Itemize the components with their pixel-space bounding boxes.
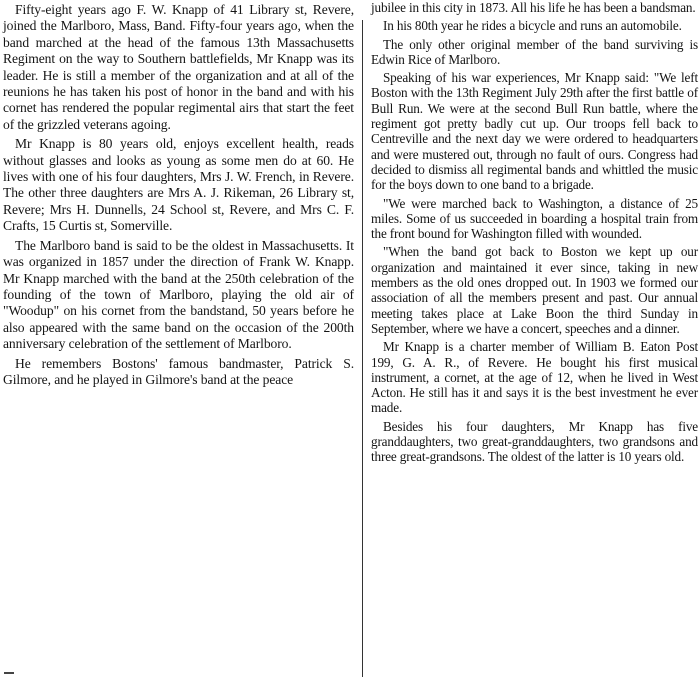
- paragraph-jubilee: jubilee in this city in 1873. All his life he has been a bandsman.: [371, 0, 696, 15]
- paragraph-washington: "We were marched back to Washington, a distance of 25 miles. Some of us succeeded in boarding a hospital train from the front bound for Washington filled with wounded.: [371, 195, 698, 242]
- article-right-column: [363, 0, 700, 468]
- paragraph-family: Besides his four daughters, Mr Knapp has five granddaughters, two great-granddaughters, two grandsons and three great-grandsons. The oldest of the latter is 10 years old.: [371, 418, 698, 465]
- end-rule: [4, 672, 14, 674]
- paragraph-bicycle: In his 80th year he rides a bicycle and runs an automobile.: [383, 18, 682, 34]
- paragraph-gar-member: Mr Knapp is a charter member of William B. Eaton Post 199, G. A. R., of Revere. He bought his first musical instrument, a cornet, at the age of 12, when he lived in West Acton. He still has it and says it is the best investment he ever made.: [371, 339, 698, 416]
- paragraph-band-history: The Marlboro band is said to be the oldest in Massachusetts. It was organized in 1857 under the direction of Frank W. Knapp. Mr Knapp marched with the band at the 250th celebration of the founding of the town of Marlboro, playing the old air of "Woodup" on his cornet from the bandstand, 50 years before he also appeared with the same band on the occasion of the 200th anniversary celebration of the settlement of Marlboro.: [3, 237, 354, 352]
- paragraph-gilmore: He remembers Bostons' famous bandmaster, Patrick S. Gilmore, and he played in Gilmore's band at the peace: [3, 355, 354, 387]
- article-left-column: [0, 0, 362, 391]
- paragraph-other-member: The only other original member of the band surviving is Edwin Rice of Marlboro.: [371, 36, 698, 67]
- paragraph-war-experiences: Speaking of his war experiences, Mr Knapp said: "We left Boston with the 13th Regiment July 29th after the first battle of Bull Run. We were at the second Bull Run battle, where the regiment got pretty badly cut up. Our troops fell back to Centreville and the next day we were ordered to headquarters and were mustered out, through no fault of ours. Congress had decided to dismiss all regimental bands and whittled the music for the boys down to one band to a brigade.: [371, 70, 698, 193]
- paragraph-intro: Fifty-eight years ago F. W. Knapp of 41 Library st, Revere, joined the Marlboro, Mass, Band. Fifty-four years ago, when the band marched at the head of the famous 13th Massachusetts Regiment on the way to Southern battlefields, Mr Knapp was its leader. He is still a member of the organization and at all of the reunions he has taken his post of honor in the band and with his cornet has rendered the popular regimental airs that start the feet of the grizzled veterans agoing.: [3, 2, 354, 132]
- paragraph-association: "When the band got back to Boston we kept up our organization and maintained it ever since, taking in new members as the old ones dropped out. In 1903 we formed our association of all the members present and past. Our annual meeting takes place at Lake Boon the third Sunday in September, where we have a concert, speeches and a dinner.: [371, 244, 698, 336]
- paragraph-health: Mr Knapp is 80 years old, enjoys excellent health, reads without glasses and looks as young as some men do at 60. He lives with one of his four daughters, Mrs J. W. French, in Revere. The other three daughters are Mrs A. J. Rikeman, 26 Library st, Revere; Mrs H. Dunnells, 24 School st, Revere, and Mrs C. F. Crafts, 15 Curtis st, Somerville.: [3, 136, 354, 234]
